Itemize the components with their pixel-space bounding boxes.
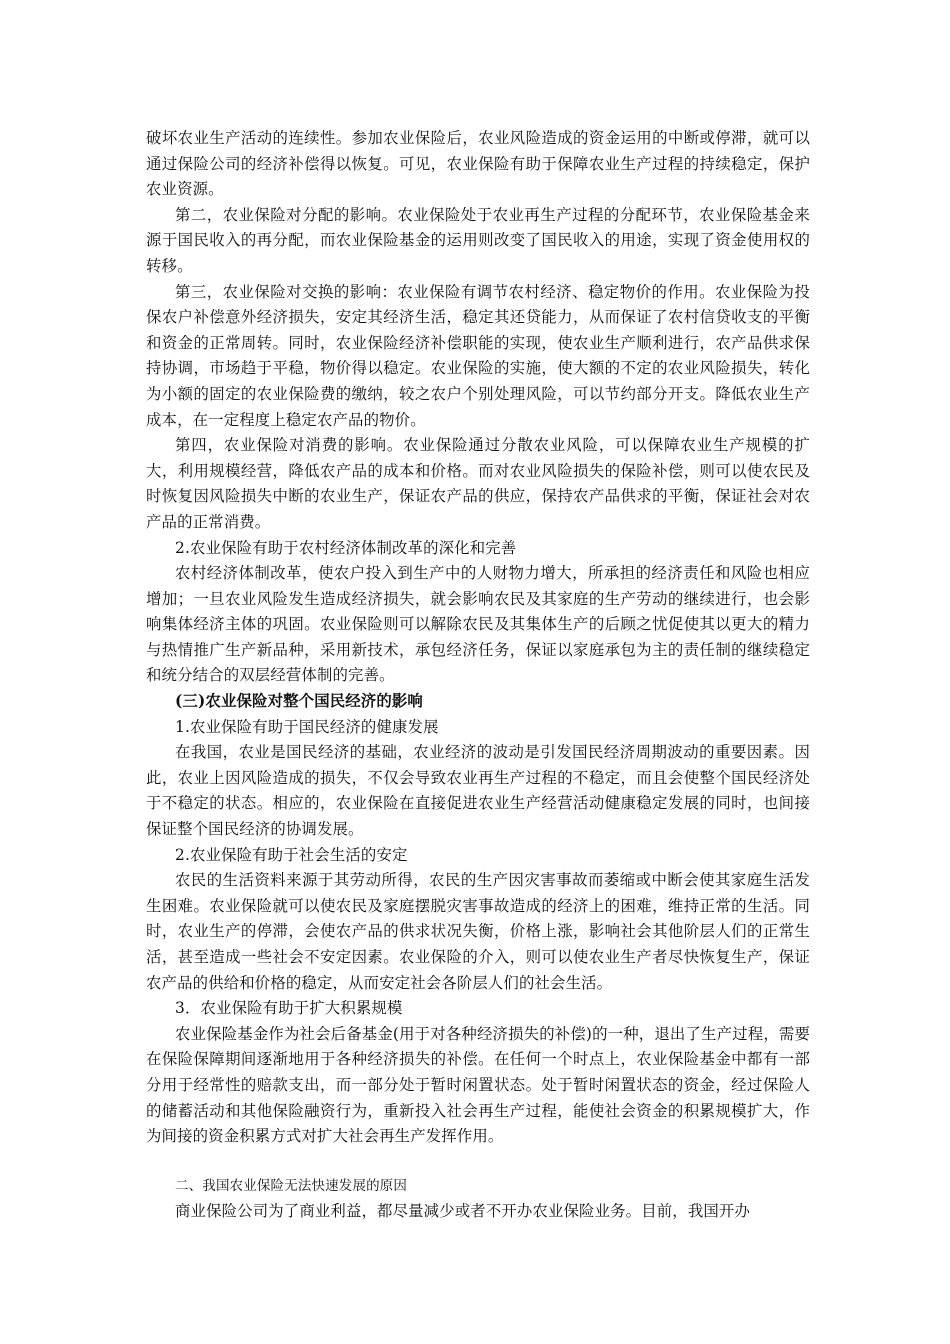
paragraph-social-stability: 农民的生活资料来源于其劳动所得，农民的生产因灾害事故而萎缩或中断会使其家庭生活发生困难。农业保险就可以使农民及家庭摆脱灾害事故造成的经济上的困难，维持正常的生活。同时，农业生产的停滞，会使农产品的供求状况失衡，价格上涨，影响社会其他阶层人们的正常生活，甚至造成一些社会不安定因素。农业保险的介入，则可以使农业生产者尽快恢复生产，保证农产品的供给和价格的稳定，从而安定社会各阶层人们的社会生活。 — [146, 871, 810, 992]
paragraph-healthy-development: 在我国，农业是国民经济的基础，农业经济的波动是引发国民经济周期波动的重要因素。因此，农业上因风险造成的损失，不仅会导致农业再生产过程的不稳定，而且会使整个国民经济处于不稳定的状态。相应的，农业保险在直接促进农业生产经营活动健康稳定发展的同时，也间接保证整个国民经济的协调发展。 — [146, 743, 810, 839]
paragraph-continuity: 破坏农业生产活动的连续性。参加农业保险后，农业风险造成的资金运用的中断或停滞，就可以通过保险公司的经济补偿得以恢复。可见，农业保险有助于保障农业生产过程的持续稳定，保护农业资源。 — [146, 129, 810, 199]
subheading-rural-reform: 2.农业保险有助于农村经济体制改革的深化和完善 — [175, 538, 517, 557]
paragraph-distribution: 第二，农业保险对分配的影响。农业保险处于农业再生产过程的分配环节，农业保险基金来源于国民收入的再分配，而农业保险基金的运用则改变了国民收入的用途，实现了资金使用权的转移。 — [146, 205, 810, 275]
paragraph-rural-reform: 农村经济体制改革，使农户投入到生产中的人财物力增大，所承担的经济责任和风险也相应增加；一旦农业风险发生造成经济损失，就会影响农民及其家庭的生产劳动的继续进行，也会影响集体经济主体的巩固。农业保险则可以解除农民及其集体生产的后顾之忧促使其以更大的精力与热情推广生产新品种，采用新技术，承包经济任务，保证以家庭承包为主的责任制的继续稳定和统分结合的双层经营体制的完善。 — [146, 564, 810, 685]
paragraph-consumption: 第四，农业保险对消费的影响。农业保险通过分散农业风险，可以保障农业生产规模的扩大，利用规模经营，降低农产品的成本和价格。而对农业风险损失的保险补偿，则可以使农民及时恢复因风险损失中断的农业生产，保证农产品的供应，保持农产品供求的平衡，保证社会对农产品的正常消费。 — [146, 436, 810, 531]
section-heading-national-economy: (三)农业保险对整个国民经济的影响 — [175, 692, 423, 711]
subheading-healthy-development: 1.农业保险有助于国民经济的健康发展 — [175, 717, 439, 736]
subheading-social-stability: 2.农业保险有助于社会生活的安定 — [175, 845, 408, 864]
paragraph-exchange: 第三，农业保险对交换的影响：农业保险有调节农村经济、稳定物价的作用。农业保险为投保农户补偿意外经济损失，安定其经济生活，稳定其还贷能力，从而保证了农村信贷收支的平衡和资金的正常周转。同时，农业保险经济补偿职能的实现，使农业生产顺利进行，农产品供求保持协调，市场趋于平稳，物价得以稳定。农业保险的实施，使大额的不定的农业风险损失，转化为小额的固定的农业保险费的缴纳，较之农户个别处理风险，可以节约部分开支。降低农业生产成本，在一定程度上稳定农产品的物价。 — [146, 282, 810, 429]
document-page — [146, 126, 810, 1225]
section-heading-reasons: 二、我国农业保险无法快速发展的原因 — [175, 1177, 408, 1194]
subheading-accumulation: 3．农业保险有助于扩大积累规模 — [175, 999, 403, 1018]
paragraph-commercial-insurers: 商业保险公司为了商业利益，都尽量减少或者不开办农业保险业务。目前，我国开办 — [175, 1202, 751, 1221]
paragraph-accumulation: 农业保险基金作为社会后备基金(用于对各种经济损失的补偿)的一种，退出了生产过程，需要在保险保障期间逐渐地用于各种经济损失的补偿。在任何一个时点上，农业保险基金中都有一部分用于经常性的赔款支出，而一部分处于暂时闲置状态。处于暂时闲置状态的资金，经过保险人的储蓄活动和其他保险融资行为，重新投入社会再生产过程，能使社会资金的积累规模扩大，作为间接的资金积累方式对扩大社会再生产发挥作用。 — [146, 1024, 810, 1146]
